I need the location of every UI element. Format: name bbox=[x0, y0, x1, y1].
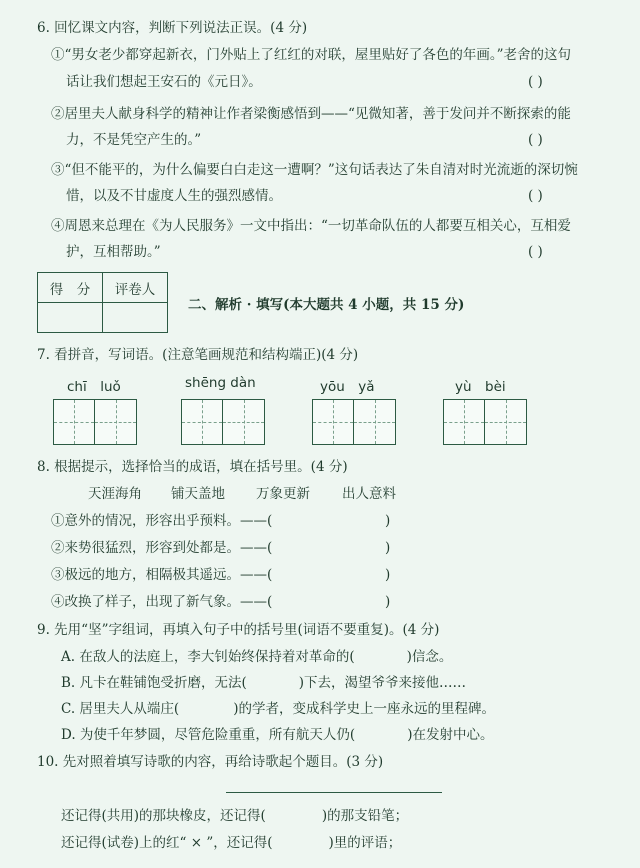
grid-cell[interactable] bbox=[223, 400, 264, 444]
writing-grid-2[interactable] bbox=[181, 399, 265, 445]
q7-header: 7. 看拼音，写词语。(注意笔画规范和结构端正)(4 分) bbox=[37, 347, 359, 363]
q8-item-3-close: ) bbox=[385, 567, 391, 583]
score-table bbox=[37, 272, 168, 333]
q9-item-d-before: D. 为使千年梦圆，尽管危险重重，所有航天人仍( bbox=[61, 727, 356, 743]
q8-item-4-close: ) bbox=[385, 594, 391, 610]
poem-line-2 bbox=[61, 833, 401, 853]
q8-item-2: ②来势很猛烈，形容到处都是。——( bbox=[51, 540, 273, 556]
q9-item-a bbox=[61, 647, 452, 667]
idiom-option-2: 铺天盖地 bbox=[171, 486, 225, 502]
grader-cell[interactable] bbox=[103, 303, 168, 333]
q8-item-3: ③极远的地方，相隔极其遥远。——( bbox=[51, 567, 273, 583]
pinyin-2: shēng dàn bbox=[185, 375, 256, 391]
q6-item-2-answer[interactable]: ( ) bbox=[528, 132, 543, 148]
q10-header: 10. 先对照着填写诗歌的内容，再给诗歌起个题目。(3 分) bbox=[37, 754, 384, 770]
grid-cell[interactable] bbox=[54, 400, 95, 444]
grid-cell[interactable] bbox=[313, 400, 354, 444]
q9-item-d-after: )在发射中心。 bbox=[407, 727, 494, 743]
grid-cell[interactable] bbox=[444, 400, 485, 444]
grid-cell[interactable] bbox=[95, 400, 136, 444]
q9-item-b-before: B. 凡卡在鞋铺饱受折磨，无法( bbox=[61, 675, 247, 691]
q9-item-a-before: A. 在敌人的法庭上，李大钊始终保持着对革命的( bbox=[61, 649, 355, 665]
writing-grid-4[interactable] bbox=[443, 399, 527, 445]
writing-grid-1[interactable] bbox=[53, 399, 137, 445]
idiom-option-4: 出人意料 bbox=[342, 486, 396, 502]
q9-item-b bbox=[61, 673, 466, 693]
q6-item-4-line2: 护，互相帮助。” bbox=[66, 244, 161, 260]
q6-item-4-line1: ④周恩来总理在《为人民服务》一文中指出：“一切革命队伍的人都要互相关心，互相爱 bbox=[51, 218, 571, 234]
q6-item-3-line1: ③“但不能平的，为什么偏要白白走这一遭啊？”这句话表达了朱自清对时光流逝的深切惋 bbox=[51, 162, 578, 178]
q9-item-d bbox=[61, 725, 493, 745]
poem-line-1 bbox=[61, 806, 408, 826]
q8-item-1-close: ) bbox=[385, 513, 391, 529]
grader-header: 评卷人 bbox=[103, 273, 168, 303]
section-title: 二、解析 · 填写(本大题共 4 小题，共 15 分) bbox=[188, 297, 465, 313]
grid-cell[interactable] bbox=[485, 400, 526, 444]
writing-grid-3[interactable] bbox=[312, 399, 396, 445]
poem-line-1-before: 还记得(共用)的那块橡皮，还记得( bbox=[61, 808, 266, 824]
grid-cell[interactable] bbox=[354, 400, 395, 444]
score-cell[interactable] bbox=[38, 303, 103, 333]
pinyin-1: chī luǒ bbox=[67, 379, 121, 395]
q6-item-2-line2: 力，不是凭空产生的。” bbox=[66, 132, 202, 148]
q9-item-c-before: C. 居里夫人从端庄( bbox=[61, 701, 180, 717]
score-header: 得 分 bbox=[38, 273, 103, 303]
q8-header: 8. 根据提示，选择恰当的成语，填在括号里。(4 分) bbox=[37, 459, 348, 475]
q9-item-c bbox=[61, 699, 495, 719]
pinyin-4: yù bèi bbox=[455, 379, 506, 395]
poem-line-2-before: 还记得(试卷)上的红“ × ”，还记得( bbox=[61, 835, 273, 851]
q6-item-1-line1: ①“男女老少都穿起新衣，门外贴上了红红的对联，屋里贴好了各色的年画。”老舍的这句 bbox=[51, 47, 572, 63]
idiom-option-3: 万象更新 bbox=[256, 486, 310, 502]
q8-item-4: ④改换了样子，出现了新气象。——( bbox=[51, 594, 273, 610]
poem-title-blank[interactable] bbox=[226, 792, 442, 793]
q8-item-1: ①意外的情况，形容出乎预料。——( bbox=[51, 513, 273, 529]
q6-item-1-line2: 话让我们想起王安石的《元日》。 bbox=[66, 74, 262, 90]
q9-item-c-after: )的学者，变成科学史上一座永远的里程碑。 bbox=[233, 701, 495, 717]
q6-item-1-answer[interactable]: ( ) bbox=[528, 74, 543, 90]
q9-item-b-after: )下去，渴望爷爷来接他…… bbox=[298, 675, 467, 691]
grid-cell[interactable] bbox=[182, 400, 223, 444]
poem-line-1-after: )的那支铅笔； bbox=[321, 808, 409, 824]
q6-item-3-line2: 惜，以及不甘虚度人生的强烈感情。 bbox=[66, 188, 282, 204]
q6-item-2-line1: ②居里夫人献身科学的精神让作者梁衡感悟到——“见微知著，善于发问并不断探索的能 bbox=[51, 106, 571, 122]
pinyin-3: yōu yǎ bbox=[320, 379, 375, 395]
q9-item-a-after: )信念。 bbox=[406, 649, 453, 665]
poem-line-2-after: )里的评语； bbox=[328, 835, 402, 851]
q6-item-3-answer[interactable]: ( ) bbox=[528, 188, 543, 204]
q6-header: 6. 回忆课文内容，判断下列说法正误。(4 分) bbox=[37, 20, 308, 36]
q8-item-2-close: ) bbox=[385, 540, 391, 556]
idiom-option-1: 天涯海角 bbox=[88, 486, 142, 502]
q9-header: 9. 先用“坚”字组词，再填入句子中的括号里(词语不要重复)。(4 分) bbox=[37, 622, 440, 638]
q6-item-4-answer[interactable]: ( ) bbox=[528, 244, 543, 260]
